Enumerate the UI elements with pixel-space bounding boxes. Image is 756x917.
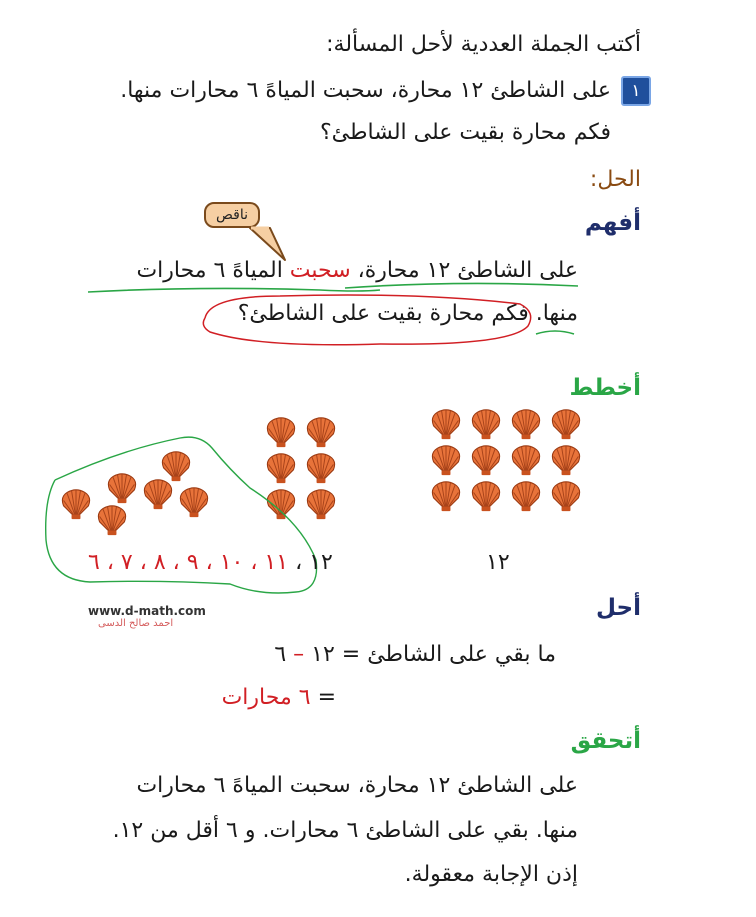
solution-label: الحل: [589, 167, 641, 192]
question-text: فكم محارة بقيت على الشاطئ؟ [237, 301, 529, 326]
minus-sign: – [293, 642, 305, 667]
check-line-1: على الشاطئ ١٢ محارة، سحبت المياهً ٦ محارات [136, 773, 578, 798]
equals-sign: = [317, 685, 336, 710]
countdown-sequence [88, 550, 333, 575]
minus-callout: ناقص [204, 202, 260, 228]
answer-value: ٦ محارات [221, 685, 311, 710]
subtrahend: ٦ [274, 642, 287, 667]
instruction-text: أكتب الجملة العددية لأحل المسألة: [326, 32, 641, 57]
problem-line-1: على الشاطئ ١٢ محارة، سحبت المياهً ٦ محارات منها. [120, 78, 611, 103]
countdown-red: ١١ ، ١٠ ، ٩ ، ٨ ، ٧ ، ٦ [88, 550, 289, 575]
check-heading: أتحقق [570, 728, 641, 754]
understand-heading: أفهم [584, 210, 641, 236]
problem-line-2: فكم محارة بقيت على الشاطئ؟ [319, 120, 611, 145]
check-line-3: إذن الإجابة معقولة. [404, 862, 578, 887]
answer-line [222, 685, 336, 710]
countdown-start: ١٢ ، [295, 550, 333, 575]
watermark-url: www.d-math.com [88, 604, 206, 618]
watermark-author: احمد صالح الدسى [98, 618, 174, 629]
total-label: ١٢ [486, 550, 510, 575]
understand-line-2: منها. فكم محارة بقيت على الشاطئ؟ [237, 301, 578, 326]
plan-heading: أخطط [569, 375, 641, 401]
understand-line-1: على الشاطئ ١٢ محارة، سحبت المياهً ٦ محارات [136, 258, 578, 283]
equation-line: ما بقي على الشاطئ = ١٢ – ٦ [274, 642, 556, 667]
problem-number-badge: ١ [621, 76, 651, 106]
keyword-pulled: سحبت [289, 258, 351, 283]
check-line-2: منها. بقي على الشاطئ ٦ محارات. و ٦ أقل من ١٢. [112, 818, 578, 843]
solve-heading: أحل [596, 595, 641, 621]
